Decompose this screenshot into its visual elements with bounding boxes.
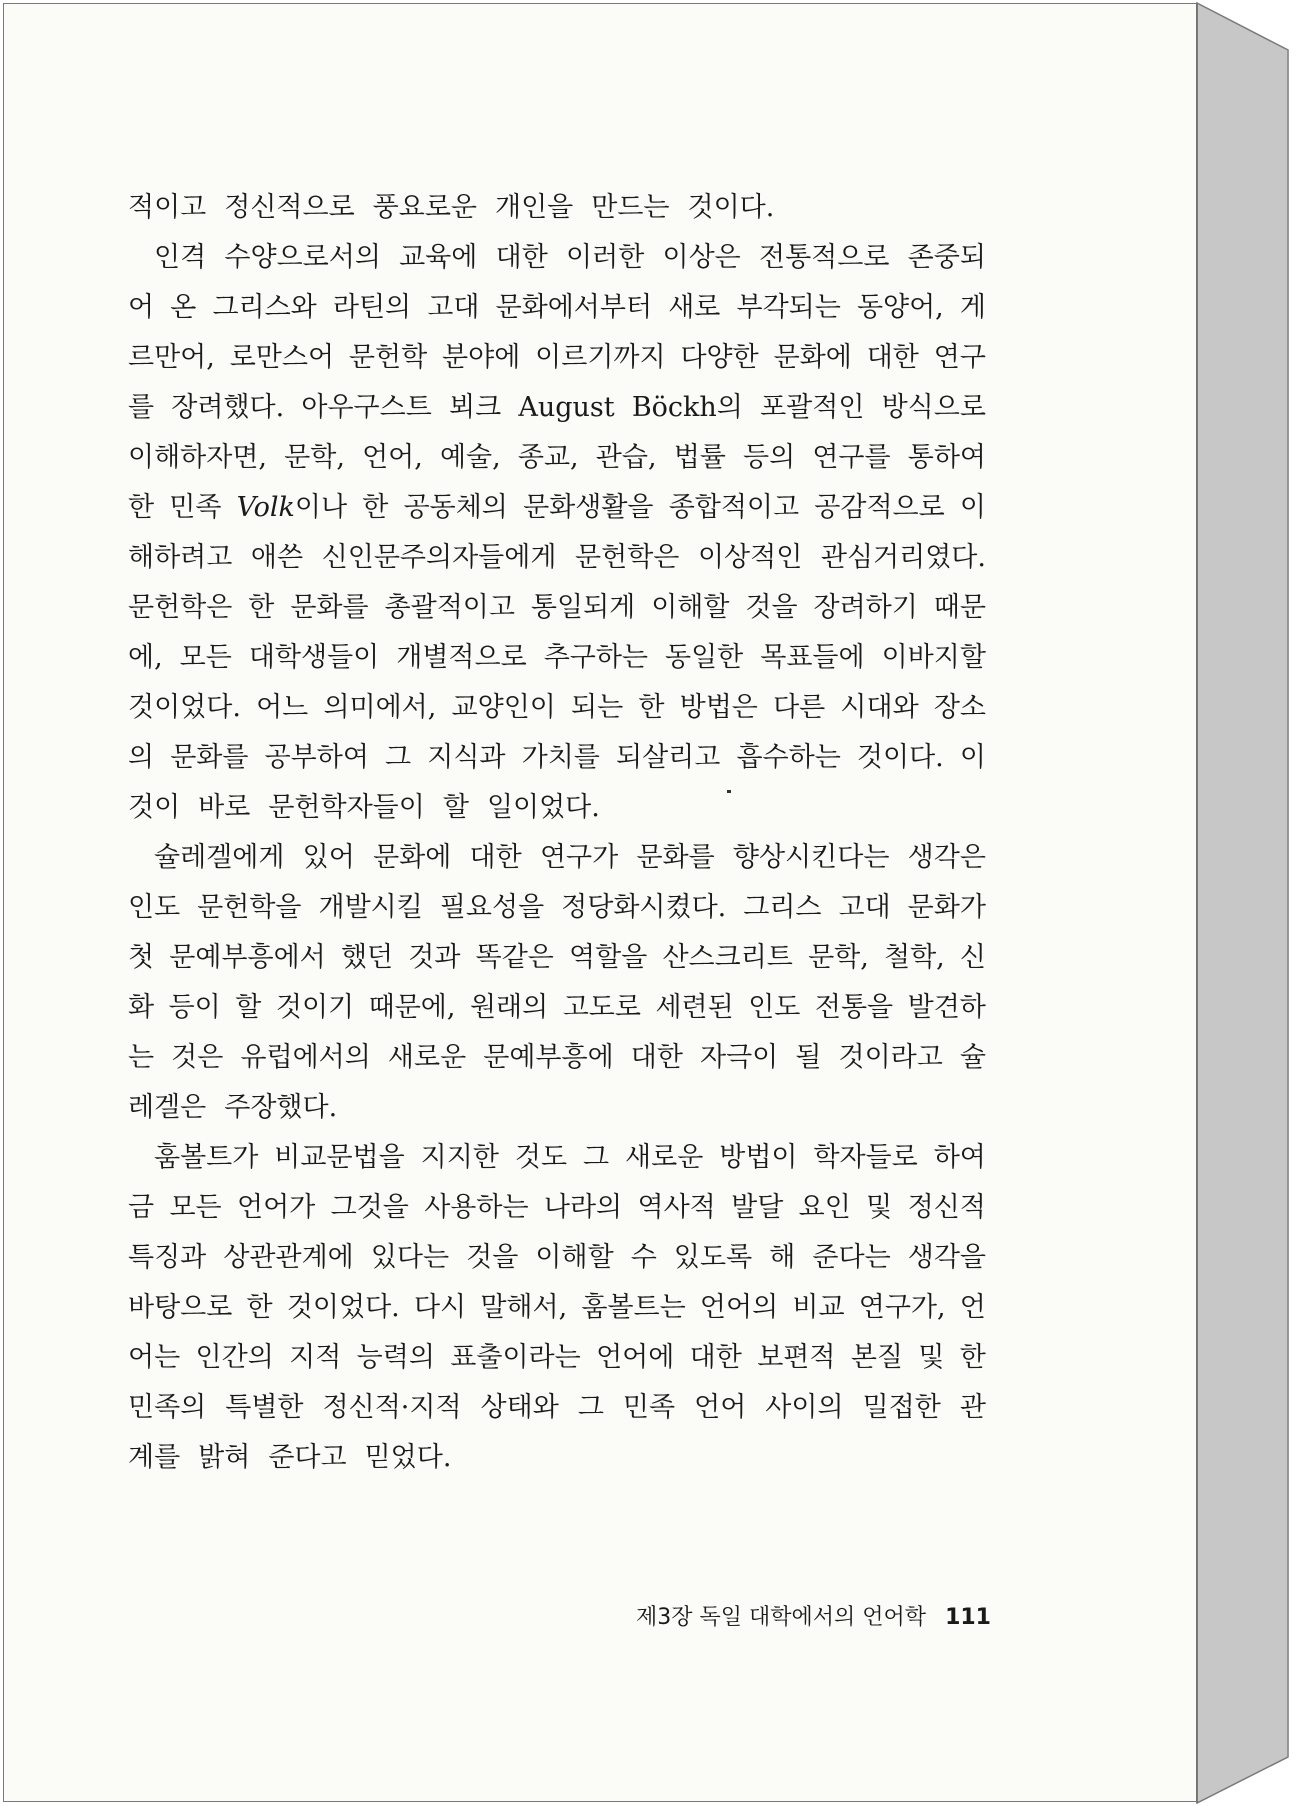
text-line: 에, 모든 대학생들이 개별적으로 추구하는 동일한 목표들에 이바지할 bbox=[128, 642, 986, 673]
text-line: 레겔은 주장했다. bbox=[128, 1092, 338, 1123]
text-line: 첫 문예부흥에서 했던 것과 똑같은 역할을 산스크리트 문학, 철학, 신 bbox=[128, 942, 986, 973]
text-line: 의 문화를 공부하여 그 지식과 가치를 되살리고 흡수하는 것이다. 이 bbox=[128, 742, 986, 773]
text-line: 것이었다. 어느 의미에서, 교양인이 되는 한 방법은 다른 시대와 장소 bbox=[128, 692, 986, 723]
text-line: 문헌학은 한 문화를 총괄적이고 통일되게 이해할 것을 장려하기 때문 bbox=[128, 592, 986, 623]
text-line: 적이고 정신적으로 풍요로운 개인을 만드는 것이다. bbox=[128, 192, 775, 223]
text-line: 인격 수양으로서의 교육에 대한 이러한 이상은 전통적으로 존중되 bbox=[154, 242, 986, 273]
text-line: 바탕으로 한 것이었다. 다시 말해서, 훔볼트는 언어의 비교 연구가, 언 bbox=[128, 1292, 986, 1323]
text-line: 화 등이 할 것이기 때문에, 원래의 고도로 세련된 인도 전통을 발견하 bbox=[128, 992, 986, 1023]
text-line: 금 모든 언어가 그것을 사용하는 나라의 역사적 발달 요인 및 정신적 bbox=[128, 1192, 986, 1223]
text-line: 것이 바로 문헌학자들이 할 일이었다. bbox=[128, 792, 600, 823]
running-title: 제3장 독일 대학에서의 언어학 bbox=[636, 1605, 927, 1630]
text-line: 해하려고 애쓴 신인문주의자들에게 문헌학은 이상적인 관심거리였다. bbox=[128, 542, 986, 573]
text-line: 는 것은 유럽에서의 새로운 문예부흥에 대한 자극이 될 것이라고 슐 bbox=[128, 1042, 986, 1073]
text-line: 어 온 그리스와 라틴의 고대 문화에서부터 새로 부각되는 동양어, 게 bbox=[128, 292, 986, 323]
text-line: 계를 밝혀 준다고 믿었다. bbox=[128, 1442, 452, 1473]
text-line: 슐레겔에게 있어 문화에 대한 연구가 문화를 향상시킨다는 생각은 bbox=[154, 842, 986, 873]
text-line: 민족의 특별한 정신적·지적 상태와 그 민족 언어 사이의 밀접한 관 bbox=[128, 1392, 986, 1423]
body-text bbox=[128, 183, 986, 1483]
page-number: 111 bbox=[945, 1605, 991, 1630]
text-line: 어는 인간의 지적 능력의 표출이라는 언어에 대한 보편적 본질 및 한 bbox=[128, 1342, 986, 1373]
text-line: 이해하자면, 문학, 언어, 예술, 종교, 관습, 법률 등의 연구를 통하여 bbox=[128, 442, 986, 473]
text-line: 르만어, 로만스어 문헌학 분야에 이르기까지 다양한 문화에 대한 연구 bbox=[128, 342, 986, 373]
text-line: 특징과 상관관계에 있다는 것을 이해할 수 있도록 해 준다는 생각을 bbox=[128, 1242, 986, 1273]
running-footer bbox=[636, 1600, 991, 1631]
scan-speck bbox=[727, 790, 731, 793]
text-line: 훔볼트가 비교문법을 지지한 것도 그 새로운 방법이 학자들로 하여 bbox=[154, 1142, 986, 1173]
text-line: 인도 문헌학을 개발시킬 필요성을 정당화시켰다. 그리스 고대 문화가 bbox=[128, 892, 986, 923]
text-line: 를 장려했다. 아우구스트 뵈크 August Böckh의 포괄적인 방식으로 bbox=[128, 392, 986, 423]
text-line: 한 민족 Volk이나 한 공동체의 문화생활을 종합적이고 공감적으로 이 bbox=[128, 492, 986, 523]
